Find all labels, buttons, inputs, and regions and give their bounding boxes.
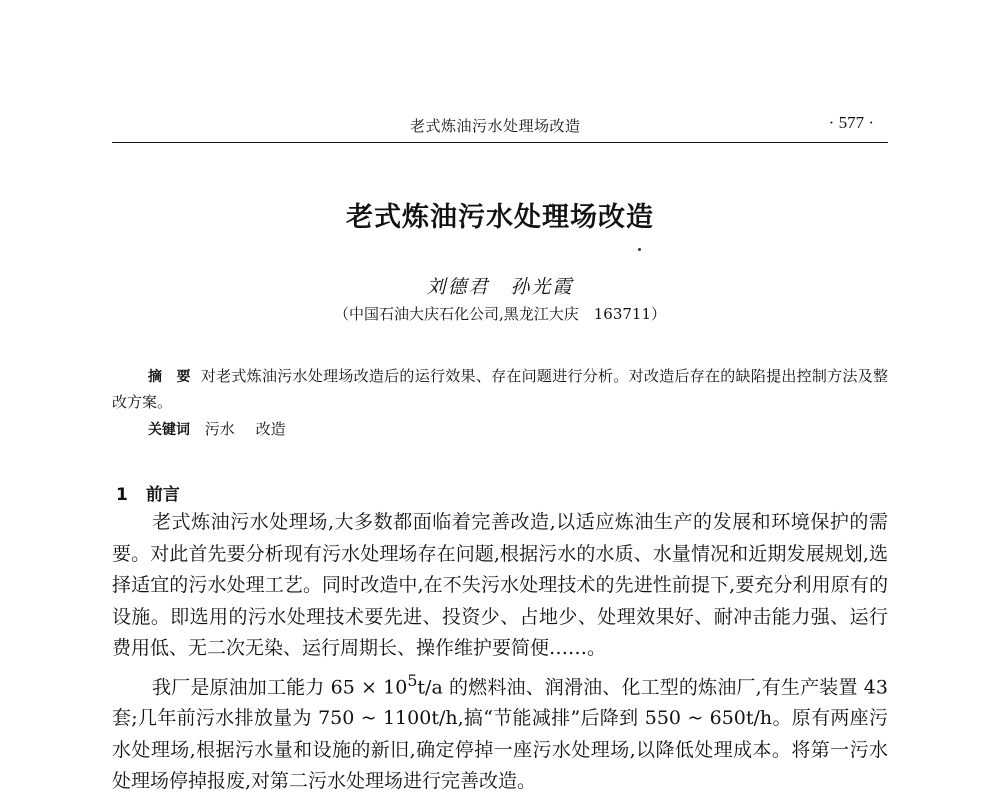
abstract-text: 对老式炼油污水处理场改造后的运行效果、存在问题进行分析。对改造后存在的缺陷提出控制方法及整改方案。 xyxy=(112,367,889,411)
keywords xyxy=(148,418,302,439)
affiliation: （中国石油大庆石化公司,黑龙江大庆 163711） xyxy=(333,305,667,323)
paragraph-text: t/a 的燃料油、润滑油、化工型的炼油厂,有生产装置 43 套;几年前污水排放量为 750 ~ 1100t/h,搞“节能减排”后降到 550 ~ 650t/h。原有两座污水处理场,根据污水量和设施的新旧,确定停掉一座污水处理场,以降低处理成本。将第一污水处理场停掉报废,对第二污水处理场进行完善改造。 xyxy=(112,675,888,793)
section-heading xyxy=(116,480,180,505)
header-rule xyxy=(112,142,888,143)
running-title: 老式炼油污水处理场改造 xyxy=(410,117,581,135)
superscript: 5 xyxy=(407,670,418,690)
article-title: 老式炼油污水处理场改造 xyxy=(346,202,654,233)
section-number: 1 xyxy=(116,485,128,505)
keywords-label: 关键词 xyxy=(148,422,190,438)
running-header xyxy=(112,112,888,142)
paragraph: 老式炼油污水处理场,大多数都面临着完善改造,以适应炼油生产的发展和环境保护的需要。对此首先要分析现有污水处理场存在问题,根据污水的水质、水量情况和近期发展规划,选择适宜的污水处理工艺。同时改造中,在不失污水处理技术的先进性前提下,要充分利用原有的设施。即选用的污水处理技术要先进、投资少、占地少、处理效果好、耐冲击能力强、运行费用低、无二次无染、运行周期长、操作维护要简便……。 xyxy=(112,511,888,659)
scan-speck xyxy=(638,248,641,251)
paragraph-text: 我厂是原油加工能力 65 × 10 xyxy=(152,675,408,698)
section-body xyxy=(112,507,888,798)
abstract xyxy=(112,364,888,415)
abstract-label: 摘 要 xyxy=(148,369,191,385)
section-title: 前言 xyxy=(145,485,180,505)
page-number: · 577 · xyxy=(828,113,874,132)
paragraph xyxy=(112,665,888,798)
keyword: 污水 xyxy=(204,420,235,438)
keyword: 改造 xyxy=(255,420,286,438)
authors: 刘德君 孙光霞 xyxy=(426,276,574,298)
